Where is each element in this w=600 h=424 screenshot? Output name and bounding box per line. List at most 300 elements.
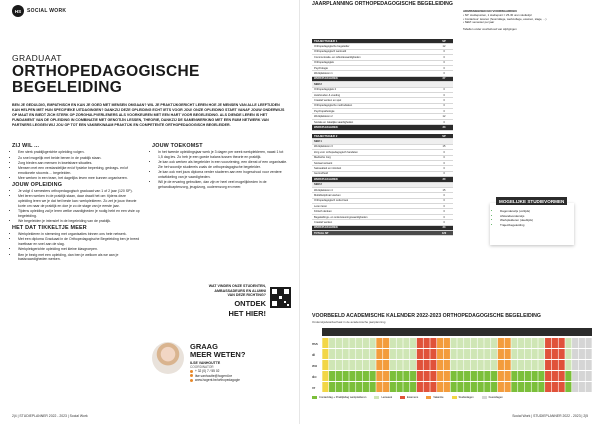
calendar-cell (410, 360, 416, 370)
calendar-cell (322, 382, 328, 392)
calendar-cell (444, 382, 450, 392)
course-name: WERKPLEKLEREN (314, 177, 338, 181)
calendar-cell (532, 338, 538, 348)
calendar-cell (552, 349, 558, 359)
credits: 3 (443, 204, 445, 208)
course-name: Psychologie (314, 66, 328, 70)
calendar-cell (417, 382, 423, 392)
course-name: WERKPLEKLEREN (314, 125, 338, 129)
calendar-cell (518, 360, 524, 370)
bullet-item: • Werkplekleren in stemming met organisaties binnen ons hele netwerk. (18, 232, 140, 237)
logo-mark: HS (12, 5, 24, 17)
mail-icon (190, 374, 193, 377)
calendar-cell (559, 371, 565, 381)
calendar-cell (559, 360, 565, 370)
course-name: Seksualiteit en intimiteit (314, 167, 342, 171)
calendar-cell (579, 371, 585, 381)
calendar-cell (559, 338, 565, 348)
bullet-item: • Wil je de ervaring gebruiken, dan zijn er heel veel mogelijkheden in de gehandicaptenzorg, jeugdzorg, ouderenzorg en meer. (158, 180, 288, 189)
legend-item (400, 396, 418, 399)
calendar-cell (586, 349, 592, 359)
calendar-cell (532, 371, 538, 381)
table-row (312, 125, 453, 130)
legend-swatch (452, 396, 457, 399)
list-tikkeltje (12, 232, 140, 262)
calendar-cell (478, 349, 484, 359)
calendar-cell (370, 360, 376, 370)
credits: 3 (443, 215, 445, 219)
calendar-cell (370, 371, 376, 381)
calendar-cell (457, 338, 463, 348)
calendar-cell (349, 382, 355, 392)
credits: 3 (443, 210, 445, 214)
calendar-cell (538, 360, 544, 370)
calendar-cell (525, 349, 531, 359)
table-trajectschijf-2 (312, 134, 453, 236)
course-name: Orthopedagogische methodieken (314, 104, 353, 108)
credits: 3 (443, 120, 445, 124)
calendar-cell (430, 360, 436, 370)
calendar-day-label: di (312, 352, 316, 357)
bullet-item: • Je volgt 4 semesters orthopedagogisch graduaat van 1 of 2 jaar (120 SP). (18, 189, 140, 194)
calendar-cell (343, 349, 349, 359)
credits: 3 (443, 50, 445, 54)
calendar-cell (417, 349, 423, 359)
calendar-cell (403, 360, 409, 370)
calendar-cell (397, 371, 403, 381)
calendar-cell (464, 371, 470, 381)
cta-big-line-2: HET HIER! (228, 309, 266, 319)
calendar-cell (417, 360, 423, 370)
calendar-subtitle: Onderwijsdetailverhaal in de academische jaarplanning (312, 320, 386, 324)
calendar-cell (518, 371, 524, 381)
contact-phone: + 32 (0) 7 / 55 02 (195, 369, 220, 374)
calendar-cell (356, 349, 362, 359)
calendar-cell (457, 349, 463, 359)
calendar-cell (498, 338, 504, 348)
calendar-cell (329, 338, 335, 348)
calendar-cell (579, 360, 585, 370)
calendar-cell (390, 338, 396, 348)
cta-small-line-2: AMBASSADEURS EN ALUMNI (214, 288, 266, 293)
legend-item (374, 396, 392, 399)
calendar-cell (336, 382, 342, 392)
list-zij-wil (12, 150, 140, 181)
calendar-cell (451, 382, 457, 392)
calendar-cell (471, 360, 477, 370)
calendar-cell (356, 382, 362, 392)
credits: 12 (442, 45, 446, 49)
calendar-cell (457, 382, 463, 392)
calendar-cell (545, 349, 551, 359)
calendar-cell (464, 338, 470, 348)
info-note: Tabellen onder voorbehoud van wijzigingen (463, 27, 517, 32)
credits: 12 (442, 115, 446, 119)
calendar-cell (545, 338, 551, 348)
calendar-cell (586, 371, 592, 381)
legend-swatch (312, 396, 317, 399)
credits: SP (442, 134, 446, 138)
course-name: TRAJECTSCHIJF 2 (314, 134, 338, 138)
calendar-cell (498, 360, 504, 370)
study-form-item: • Werkplekleren (deeltijds) (500, 218, 533, 223)
study-forms-list (495, 209, 533, 227)
credits: 3 (443, 88, 445, 92)
study-form-item: • Afstandsonderwijs (500, 214, 533, 219)
calendar-cell (424, 349, 430, 359)
calendar-cell (424, 360, 430, 370)
credits: 3 (443, 167, 445, 171)
legend-swatch (374, 396, 379, 399)
qr-code-icon[interactable] (270, 287, 291, 308)
column-right (152, 142, 288, 190)
calendar-cell (464, 360, 470, 370)
bullet-item: • Een sterk praktijkgerichte opleiding volgen. (18, 150, 140, 155)
calendar-cell (329, 349, 335, 359)
contact-heading-2: MEER WETEN? (190, 350, 246, 360)
calendar-cell (565, 371, 571, 381)
calendar-cell (376, 360, 382, 370)
info-box (463, 10, 587, 32)
right-page (300, 0, 600, 424)
calendar-cell (336, 338, 342, 348)
calendar-cell (586, 382, 592, 392)
calendar-cell (525, 338, 531, 348)
calendar-cell (579, 382, 585, 392)
calendar-cell (430, 338, 436, 348)
credits: 3 (443, 104, 445, 108)
bullet-item: • Met leren werken in de praktijk staan, daar draait het om: tijdens deze opleiding leren we je dat het beste kan: werkplekleren. Zo zet je jouw theorie korte om naar de praktijk en doe je zo de stage van je eerste jaar. (18, 194, 140, 208)
calendar-cell (383, 360, 389, 370)
course-name: TOTAAL SP (314, 231, 329, 235)
calendar-cell (343, 382, 349, 392)
calendar-cell (538, 338, 544, 348)
calendar-cell (525, 360, 531, 370)
course-name: Werkplekleren 2 (314, 115, 333, 119)
course-name: Communicatie- en reflectievaardigheden (314, 55, 361, 59)
credits: 33 (442, 226, 446, 230)
calendar-cell (424, 338, 430, 348)
calendar-cell (471, 338, 477, 348)
academic-calendar (312, 328, 592, 394)
calendar-cell (390, 382, 396, 392)
calendar-cell (505, 382, 511, 392)
calendar-cell (343, 338, 349, 348)
calendar-cell (363, 371, 369, 381)
course-name: Orthopedagogisch werkveld (314, 50, 347, 54)
contact-web: www.hogent.be/orthopedagogie (195, 378, 240, 382)
column-left (12, 142, 140, 263)
bullet-item: • Ben je bezig met een opleiding, dan ben je welkom als we aan je basisvaardigheden werken. (18, 253, 140, 262)
calendar-header (322, 328, 592, 336)
legend-swatch (426, 396, 431, 399)
credits: 3 (443, 55, 445, 59)
calendar-cell (451, 360, 457, 370)
info-line-2: • Contactuur: lesuren (hoorcollege, werkcollege, examen, stage, ...) (463, 16, 547, 21)
calendar-cell (410, 371, 416, 381)
legend-item (452, 396, 474, 399)
course-name: Huishouden & voeding (314, 93, 341, 97)
calendar-cell (376, 371, 382, 381)
calendar-cell (410, 349, 416, 359)
calendar-day-label: vr (312, 385, 316, 390)
calendar-cell (552, 360, 558, 370)
calendar-cell (511, 349, 517, 359)
testimonials-cta[interactable] (150, 284, 266, 319)
calendar-cell (532, 382, 538, 392)
section-title-zij-wil: ZIJ WIL ... (12, 143, 40, 149)
cta-small-line-3: VAN DEZE RICHTING? (227, 293, 266, 298)
bullet-item: • Mensen met een verstandelijke en/of fysieke beperking, gedrags- en/of emotionele stoornis ... begeleiden. (18, 166, 140, 175)
calendar-cell (491, 360, 497, 370)
calendar-cell (565, 382, 571, 392)
legend-label: Contactdag + Praktijkdag werkplekleren (319, 396, 367, 399)
calendar-cell (336, 360, 342, 370)
study-form-item: • Dagonderwijs (voltijds) (500, 209, 533, 214)
legend-swatch (400, 396, 405, 399)
calendar-cell (417, 371, 423, 381)
course-name: Orthopedagogische begeleider (314, 45, 350, 49)
calendar-cell (403, 349, 409, 359)
calendar-legend (312, 396, 592, 399)
calendar-cell (491, 382, 497, 392)
course-name: Orthopedagogiek 2 (314, 88, 337, 92)
course-name: SEM 2 (314, 82, 322, 86)
phone-icon (190, 370, 193, 373)
calendar-cell (329, 382, 335, 392)
contact-mail: ilse.vanhoutte@hogent.be (195, 373, 233, 378)
calendar-cell (376, 338, 382, 348)
calendar-cell (565, 360, 571, 370)
calendar-cell (322, 371, 328, 381)
calendar-cell (363, 360, 369, 370)
bullet-item: • Tijdens opleiding zal je leren welke vaardigheden je nodig hebt en een visie op begeleiding. (18, 209, 140, 218)
calendar-cell (505, 360, 511, 370)
course-name: Sociaal netwerk (314, 161, 333, 165)
calendar-cell (397, 360, 403, 370)
contact-heading-1: GRAAG (190, 342, 218, 351)
calendar-cell (383, 338, 389, 348)
calendar-cell (505, 349, 511, 359)
bullet-item: • Mee werken in een team, het dagelijks leven mee kunnen organiseren. (18, 176, 140, 181)
credits: 3 (443, 161, 445, 165)
contact-photo (152, 342, 184, 374)
course-name: TRAJECTSCHIJF 1 (314, 39, 338, 43)
title-line-2: BEGELEIDING (12, 79, 123, 96)
credits: 27 (442, 77, 446, 81)
calendar-cell (484, 360, 490, 370)
calendar-cell (363, 382, 369, 392)
calendar-cell (376, 349, 382, 359)
calendar-cell (403, 382, 409, 392)
course-name: Creatief werken (314, 220, 333, 224)
calendar-cell (437, 338, 443, 348)
calendar-cell (478, 371, 484, 381)
calendar-cell (464, 382, 470, 392)
contact-web-row[interactable] (190, 378, 245, 382)
calendar-cell (532, 349, 538, 359)
calendar-cell (397, 382, 403, 392)
calendar-cell (552, 382, 558, 392)
credits: 3 (443, 172, 445, 176)
course-name: Werkplekleren 4 (314, 188, 333, 192)
calendar-cell (552, 371, 558, 381)
calendar-cell (410, 382, 416, 392)
course-name: Sociale en zakelijke vaardigheden (314, 120, 354, 124)
calendar-cell (444, 371, 450, 381)
calendar-cell (484, 371, 490, 381)
calendar-day-label: wo (312, 363, 318, 368)
calendar-cell (451, 338, 457, 348)
calendar-cell (329, 360, 335, 370)
legend-label: Lesweek (381, 396, 393, 399)
calendar-cell (572, 338, 578, 348)
calendar-cell (444, 360, 450, 370)
calendar-cell (356, 338, 362, 348)
calendar-cell (538, 371, 544, 381)
course-name: WERKPLEKLEREN (314, 226, 338, 230)
calendar-cell (572, 382, 578, 392)
calendar-cell (565, 349, 571, 359)
calendar-cell (538, 382, 544, 392)
course-name: WERKPLEKLEREN (314, 77, 338, 81)
contact-name: ILSE VANHOUTTE (190, 361, 221, 366)
calendar-cell (437, 371, 443, 381)
cta-big-line-1: ONTDEK (234, 298, 266, 308)
course-name: Psychopathologie (314, 109, 335, 113)
credits: 3 (443, 109, 445, 113)
course-name: Multidisciplinair werken (314, 193, 341, 197)
calendar-cell (383, 349, 389, 359)
calendar-cell (403, 338, 409, 348)
credits: 15 (442, 188, 446, 192)
calendar-cell (390, 360, 396, 370)
calendar-cell (478, 382, 484, 392)
calendar-cell (322, 360, 328, 370)
calendar-cell (471, 371, 477, 381)
calendar-cell (491, 338, 497, 348)
course-name: Orthopedagogiek (314, 61, 334, 65)
calendar-cell (430, 349, 436, 359)
calendar-cell (572, 360, 578, 370)
calendar-cell (390, 371, 396, 381)
section-title-toekomst: JOUW TOEKOMST (152, 143, 203, 149)
bullet-item: • Zorg bieden aan mensen in kwetsbare situaties. (18, 161, 140, 166)
calendar-cell (586, 360, 592, 370)
calendar-cell (343, 371, 349, 381)
calendar-cell (349, 349, 355, 359)
calendar-cell (498, 371, 504, 381)
bullet-item: • Zo snel mogelijk met beide benen in de praktijk staan. (18, 156, 140, 161)
calendar-cell (484, 382, 490, 392)
bullet-item: • Werkplekgerichte opleiding met kleine klasgroepen. (18, 247, 140, 252)
course-name: Werkplekleren 1 (314, 72, 333, 76)
calendar-cell (559, 349, 565, 359)
calendar-cell (505, 371, 511, 381)
legend-label: Feestdagen (488, 396, 503, 399)
calendar-cell (532, 360, 538, 370)
calendar-cell (505, 338, 511, 348)
study-form-item: • Trajectbegeleiding (500, 223, 533, 228)
calendar-cell (383, 371, 389, 381)
calendar-day-label: ma (312, 341, 318, 346)
calendar-cell (437, 349, 443, 359)
bullet-item: • Met een diploma Graduaat in de Orthopedagogische Begeleiding ben je breed inzetbaar en snel aan de slag. (18, 237, 140, 246)
bullet-item: • We begeleiden je intensief in de begeleiding van de praktijk. (18, 219, 140, 224)
footer-left: 2|4 | STUDIEPLANNER 2022 - 2023 | Social Work (12, 414, 88, 418)
section-title-tikkeltje: HET DAT TIKKELTJE MEER (12, 224, 87, 231)
calendar-cell (545, 371, 551, 381)
calendar-cell (565, 338, 571, 348)
calendar-cell (559, 382, 565, 392)
school-logo (12, 5, 66, 17)
calendar-cell (363, 338, 369, 348)
credits: 3 (443, 193, 445, 197)
calendar-cell (498, 349, 504, 359)
calendar-cell (525, 371, 531, 381)
calendar-cell (322, 338, 328, 348)
calendar-cell (349, 371, 355, 381)
calendar-cell (491, 371, 497, 381)
calendar-cell (424, 371, 430, 381)
course-name: Gezondheid (314, 172, 328, 176)
calendar-cell (390, 349, 396, 359)
calendar-cell (545, 360, 551, 370)
calendar-cell (457, 371, 463, 381)
calendar-cell (464, 349, 470, 359)
calendar-cell (424, 382, 430, 392)
credits: 30 (442, 177, 446, 181)
calendar-cell (383, 382, 389, 392)
calendar-cell (322, 349, 328, 359)
course-name: SEM 1 (314, 140, 322, 144)
section-title-opleiding: JOUW OPLEIDING (12, 181, 63, 188)
study-forms-title: MOGELIJKE STUDIEVORMEN (496, 197, 567, 205)
course-name: Kritisch denken (314, 210, 332, 214)
calendar-cell (397, 338, 403, 348)
calendar-cell (478, 338, 484, 348)
bullet-item: • In het tweede opleidingsjaar werk je 3 dagen per week werkplekleren, naast 1 tot 1,5 dag les. Zo heb je een goede balans tussen theorie en praktijk. (158, 150, 288, 159)
calendar-cell (349, 360, 355, 370)
calendar-cell (511, 338, 517, 348)
calendar-cell (518, 349, 524, 359)
course-name: Orthopedagogisch onderzoek (314, 199, 349, 203)
bullet-item: • Je kan ook met jouw diploma verder studeren aan een hogeschool voor verdere ontwikkeling van je vaardigheden. (158, 170, 288, 179)
calendar-cell (552, 338, 558, 348)
page-title (12, 64, 200, 96)
calendar-cell (417, 338, 423, 348)
calendar-cell (444, 338, 450, 348)
calendar-cell (437, 360, 443, 370)
calendar-cell (370, 382, 376, 392)
calendar-cell (457, 360, 463, 370)
calendar-cell (471, 382, 477, 392)
calendar-cell (484, 349, 490, 359)
calendar-cell (579, 338, 585, 348)
course-name: Begeleidings- en ondersteuningsvaardigheden (314, 215, 368, 219)
calendar-cell (444, 349, 450, 359)
calendar-cell (329, 371, 335, 381)
calendar-cell (430, 382, 436, 392)
credits: 3 (443, 98, 445, 102)
credits: SP (442, 39, 446, 43)
legend-label: Examens (407, 396, 419, 399)
calendar-cell (451, 371, 457, 381)
list-opleiding (12, 189, 140, 224)
course-name: Creatief werken en spel (314, 98, 342, 102)
calendar-cell (336, 349, 342, 359)
calendar-cell (437, 382, 443, 392)
